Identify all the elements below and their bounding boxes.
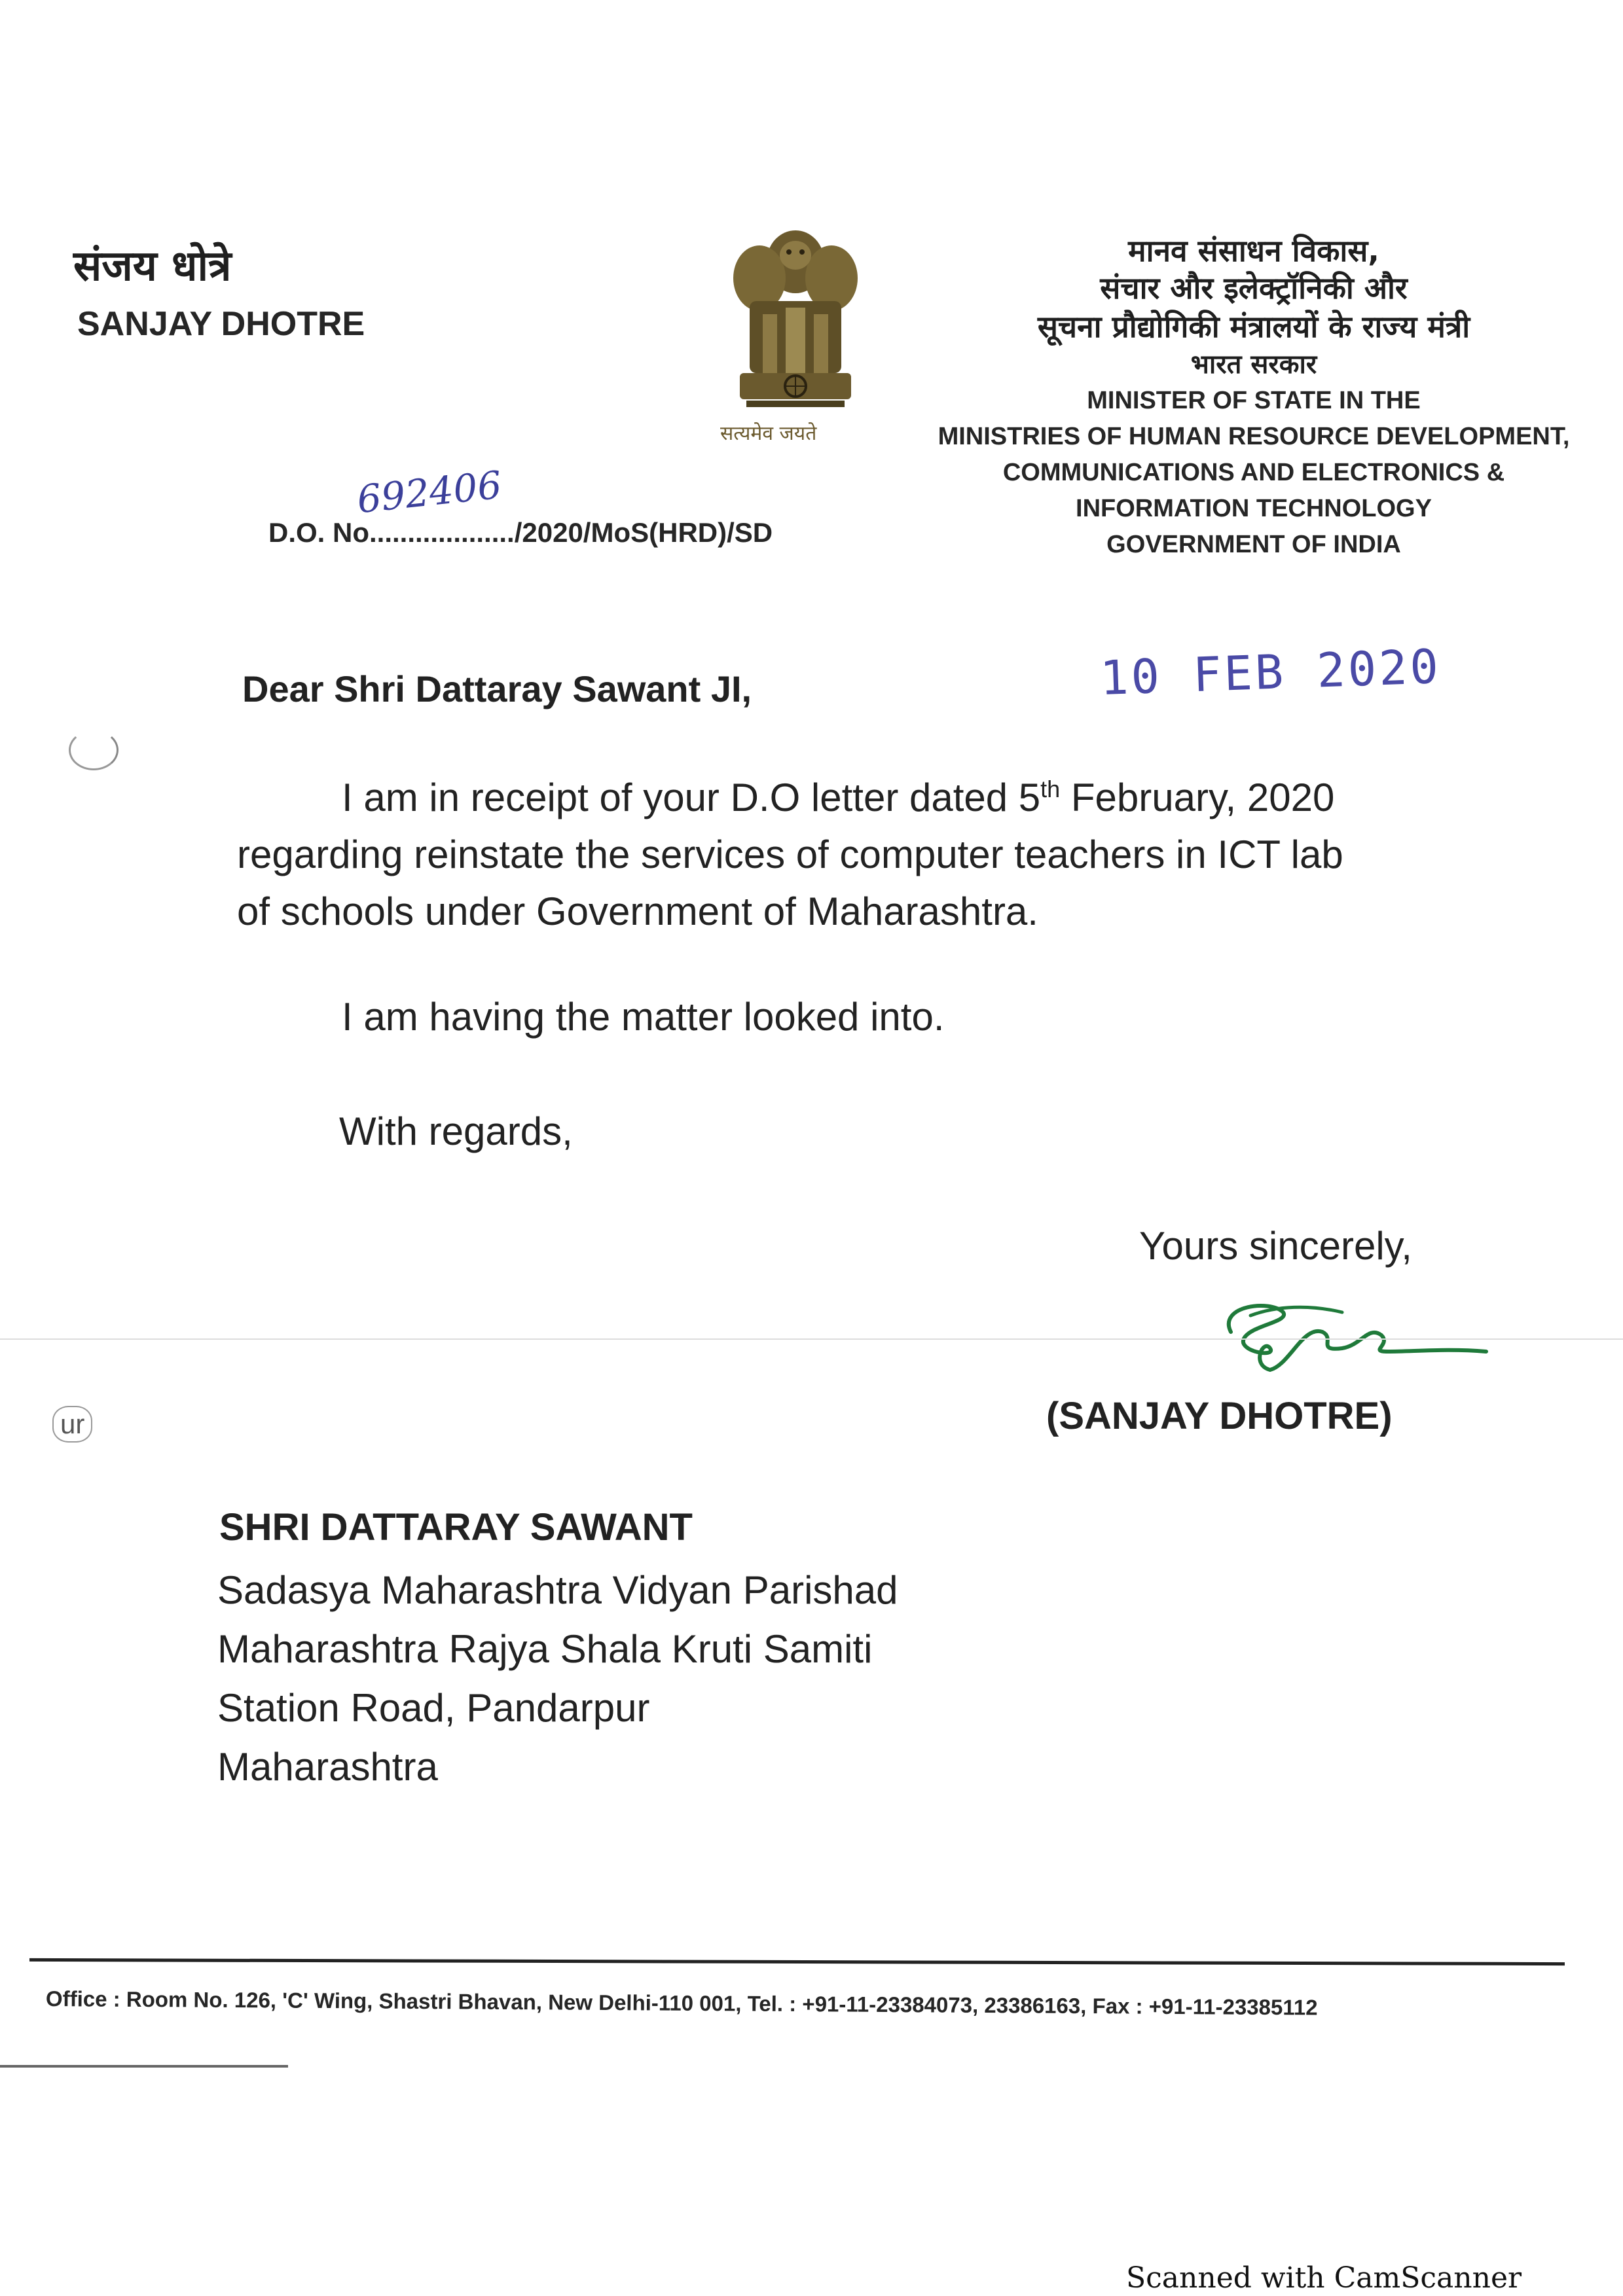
body-para1-line2: regarding reinstate the services of computer teachers in ICT lab xyxy=(237,833,1343,876)
recipient-address-line4: Maharashtra xyxy=(217,1745,438,1789)
emblem-motto: सत्यमेव जयते xyxy=(720,422,817,445)
sender-name-hindi: संजय धोत्रे xyxy=(73,242,232,291)
recipient-name: SHRI DATTARAY SAWANT xyxy=(219,1506,693,1549)
body-paragraph-1 xyxy=(237,769,1481,940)
recipient-address xyxy=(217,1561,898,1797)
designation-english-line1: MINISTER OF STATE IN THE xyxy=(1087,387,1421,414)
footer-office-address: Office : Room No. 126, 'C' Wing, Shastri Bhavan, New Delhi-110 001, Tel. : +91-11-23384073, 23386163, Fax : +91-11-23385112 xyxy=(45,1986,1318,2020)
body-para1-line1 xyxy=(237,769,1481,826)
do-number-label: D.O. No.................../2020/MoS(HRD)/SD xyxy=(268,517,773,548)
signature xyxy=(1211,1286,1493,1378)
punch-hole-mark xyxy=(69,730,119,770)
scanner-watermark: Scanned with CamScanner xyxy=(1126,2261,1522,2295)
margin-mark: ur xyxy=(52,1406,92,1443)
sender-name-english: SANJAY DHOTRE xyxy=(77,305,365,343)
body-para1-line1-end: February, 2020 xyxy=(1060,776,1335,819)
body-para1-line1-start: I am in receipt of your D.O letter dated 5 xyxy=(342,776,1041,819)
designation-hindi-line1: मानव संसाधन विकास, xyxy=(1128,233,1379,268)
yours-sincerely: Yours sincerely, xyxy=(1139,1224,1412,1268)
fold-line xyxy=(0,1338,1623,1340)
footer-rule xyxy=(29,1958,1565,1965)
designation-english-line2: MINISTRIES OF HUMAN RESOURCE DEVELOPMENT, xyxy=(938,423,1570,450)
recipient-address-line3: Station Road, Pandarpur xyxy=(217,1686,650,1730)
national-emblem-icon xyxy=(723,216,867,452)
designation-hindi-line4: भारत सरकार xyxy=(1190,350,1317,380)
handwritten-reference-number: 692406 xyxy=(355,462,504,522)
date-stamp: 10 FEB 2020 xyxy=(1099,638,1442,706)
signed-name: (SANJAY DHOTRE) xyxy=(1046,1395,1393,1437)
designation-english-line3: COMMUNICATIONS AND ELECTRONICS & xyxy=(1002,459,1505,486)
body-para1-superscript: th xyxy=(1040,776,1061,802)
designation-hindi-line2: संचार और इलेक्ट्रॉनिकी और xyxy=(1100,270,1408,306)
designation-hindi-line3: सूचना प्रौद्योगिकी मंत्रालयों के राज्य मंत्री xyxy=(1037,309,1470,344)
designation-english-line5: GOVERNMENT OF INDIA xyxy=(1106,531,1401,558)
designation-english-line4: INFORMATION TECHNOLOGY xyxy=(1076,495,1432,522)
recipient-address-line1: Sadasya Maharashtra Vidyan Parishad xyxy=(217,1568,898,1612)
body-paragraph-2: I am having the matter looked into. xyxy=(342,995,945,1039)
recipient-address-line2: Maharashtra Rajya Shala Kruti Samiti xyxy=(217,1627,873,1671)
salutation: Dear Shri Dattaray Sawant JI, xyxy=(242,668,752,709)
body-para1-line3: of schools under Government of Maharashtra. xyxy=(237,889,1038,933)
closing-regards: With regards, xyxy=(339,1109,573,1153)
designation-block xyxy=(910,232,1597,563)
footer-underline xyxy=(0,2065,288,2068)
